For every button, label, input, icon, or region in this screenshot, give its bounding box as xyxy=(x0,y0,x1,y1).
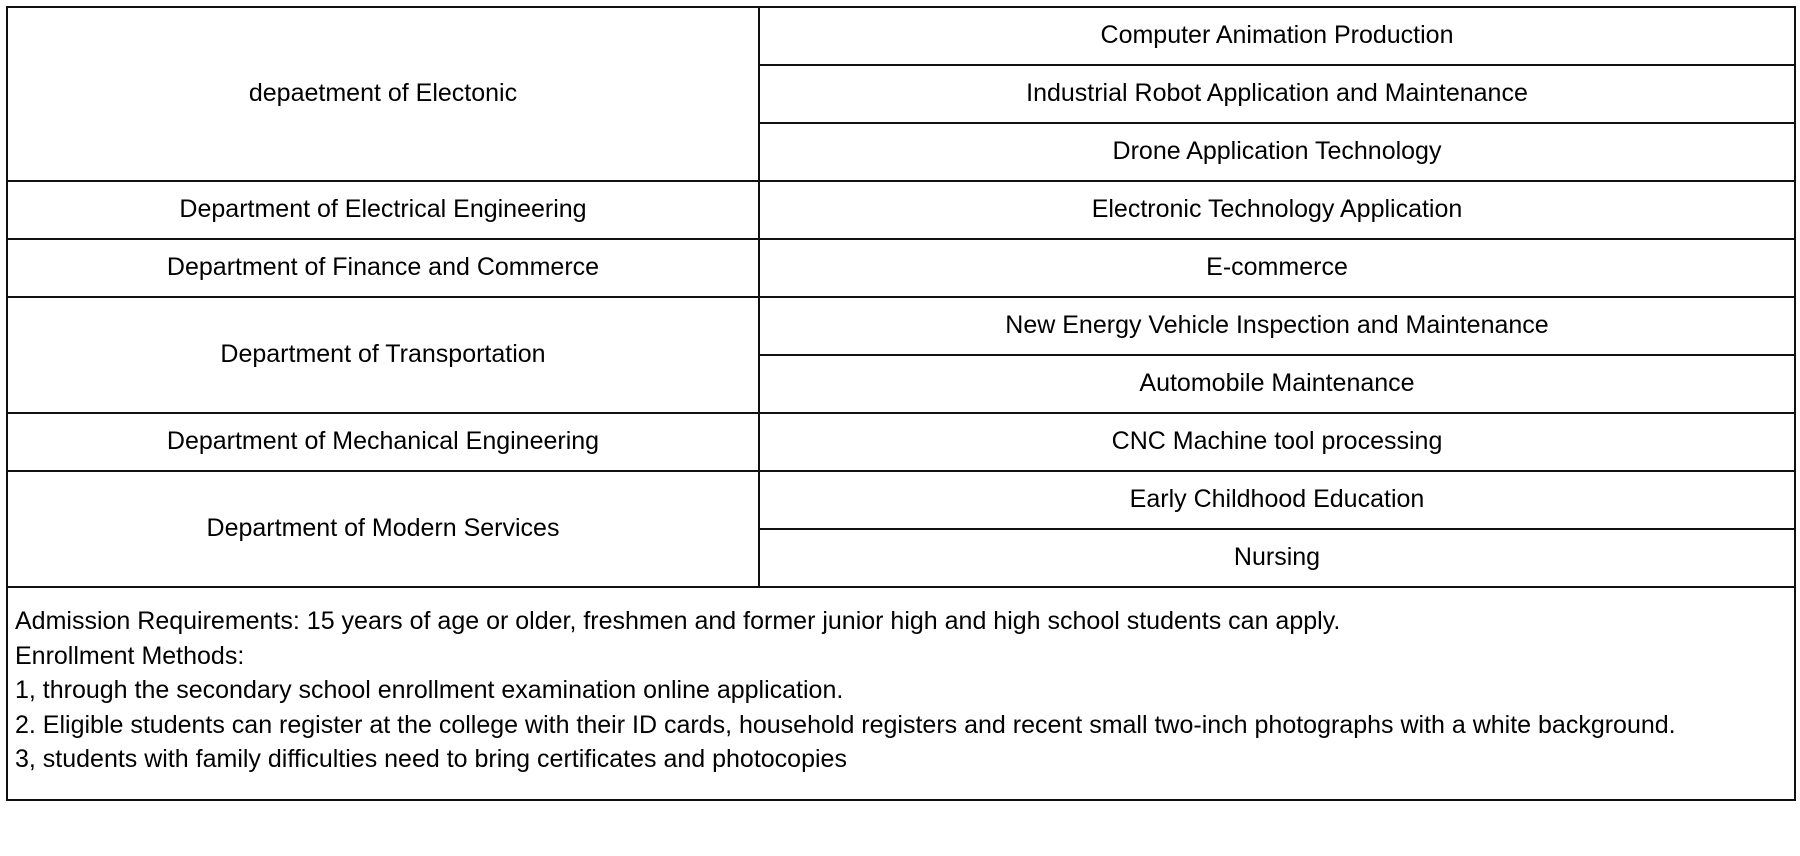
department-cell: depaetment of Electonic xyxy=(7,7,759,181)
table-row xyxy=(7,471,1795,529)
notes-row xyxy=(7,587,1795,800)
department-cell: Department of Electrical Engineering xyxy=(7,181,759,239)
admission-notes-cell xyxy=(7,587,1795,800)
table-row xyxy=(7,239,1795,297)
department-cell: Department of Transportation xyxy=(7,297,759,413)
department-cell: Department of Modern Services xyxy=(7,471,759,587)
major-cell: Electronic Technology Application xyxy=(759,181,1795,239)
enrollment-method-3: 3, students with family difficulties need to bring certificates and photocopies xyxy=(15,745,847,774)
major-cell: Nursing xyxy=(759,529,1795,587)
table-row xyxy=(7,413,1795,471)
table-row xyxy=(7,7,1795,65)
enrollment-method-1: 1, through the secondary school enrollment examination online application. xyxy=(15,676,844,705)
department-cell: Department of Finance and Commerce xyxy=(7,239,759,297)
major-cell: New Energy Vehicle Inspection and Maintenance xyxy=(759,297,1795,355)
admission-requirements-text: Admission Requirements: 15 years of age or older, freshmen and former junior high and high school students can apply. xyxy=(15,607,1341,635)
major-cell: Computer Animation Production xyxy=(759,7,1795,65)
major-cell: Automobile Maintenance xyxy=(759,355,1795,413)
table-row xyxy=(7,297,1795,355)
major-cell: Drone Application Technology xyxy=(759,123,1795,181)
enrollment-methods-heading: Enrollment Methods: xyxy=(15,641,245,670)
major-cell: Industrial Robot Application and Maintenance xyxy=(759,65,1795,123)
enrollment-method-2: 2. Eligible students can register at the college with their ID cards, household registers and recent small two-inch photographs with a white background. xyxy=(15,710,1676,739)
table-row xyxy=(7,181,1795,239)
department-cell: Department of Mechanical Engineering xyxy=(7,413,759,471)
department-majors-table xyxy=(6,6,1796,801)
major-cell: Early Childhood Education xyxy=(759,471,1795,529)
major-cell: E-commerce xyxy=(759,239,1795,297)
major-cell: CNC Machine tool processing xyxy=(759,413,1795,471)
